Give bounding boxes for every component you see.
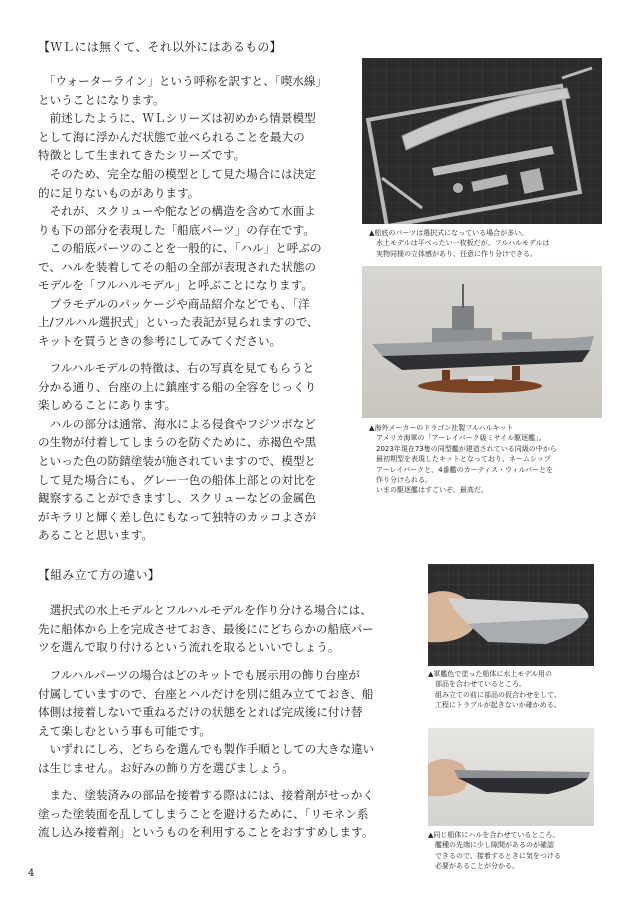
text-line: ということになります。: [38, 92, 165, 107]
section2-paragraph-3: [38, 786, 374, 842]
section1-paragraph-3: [38, 359, 316, 545]
text-line: いずれにしろ、どちらを選んでも製作手順としての大きな違い: [38, 742, 375, 757]
text-line: 必要があることが分かる。: [428, 862, 519, 871]
text-line: りも下の部分を表現した「船底パーツ」の存在です。: [38, 222, 315, 237]
caption-2: [369, 423, 557, 496]
text-line: がキラリと輝く差し色にもなって独特のカッコよさが: [38, 509, 317, 524]
text-line: ▲船底のパーツは選択式になっている場合が多い。: [369, 229, 529, 237]
text-line: 水上モデルは平べったい一枚板だが、フルハルモデルは: [369, 239, 550, 248]
photo-hull-parts-sprue: [362, 58, 602, 224]
text-line: として海に浮かんだ状態で並べられることを最大の: [38, 129, 305, 144]
text-line: フルハルモデルの特徴は、右の写真を見てもらうと: [38, 361, 315, 375]
text-line: この船底パーツのことを一般的に、「ハル」と呼ぶの: [38, 241, 322, 255]
section2-heading: 【組み立て方の違い】: [38, 568, 161, 582]
photo-hull-fullhull-fit: [428, 728, 594, 826]
text-line: 艦種の先端に少し隙間があるのが確認: [428, 841, 554, 850]
text-line: アーレイバークと、4番艦のカーティス・ウィルバーとを: [369, 465, 554, 474]
section1-heading: 【ＷＬには無くて、それ以外にはあるもの】: [38, 40, 282, 54]
text-line: 組み立ての前に部品の仮合わせをして、: [428, 690, 561, 699]
text-line: えて楽しむという事も可能です。: [38, 723, 211, 738]
text-line: 上/フルハル選択式」といった表記が見られますので、: [38, 315, 319, 330]
caption-4: [428, 830, 561, 872]
text-line: それが、スクリューや舵などの構造を含めて水面よ: [38, 204, 316, 219]
text-line: ツを選んで取り付けるという流れを取るといいでしょう。: [38, 640, 340, 655]
text-line: 流し込み接着剤」というものを利用することをおすすめします。: [38, 825, 374, 840]
text-line: キットを買うときの参考にしてみてください。: [38, 333, 282, 348]
text-line: そのため、完全な船の模型として見た場合には決定: [38, 166, 316, 181]
text-line: 作り分けられる。: [369, 475, 432, 484]
text-line: ハルの部分は通常、海水による侵食やフジツボなど: [38, 416, 316, 431]
text-line: して見た場合にも、グレー一色の船体上部との対比を: [38, 472, 317, 487]
text-line: の生物が付着してしまうのを防ぐために、赤褐色や黒: [38, 435, 317, 450]
photo-hull-waterline-fit: [428, 564, 594, 666]
text-line: 特徴として生まれてきたシリーズです。: [38, 148, 246, 163]
text-line: で、ハルを装着してその船の全部が表現された状態の: [38, 259, 317, 274]
text-line: 楽しめることにあります。: [38, 398, 177, 413]
text-line: モデルを「フルハルモデル」と呼ぶことになります。: [38, 278, 313, 293]
text-line: ▲海外メーカーのドラゴン社製フルハルキット: [369, 424, 514, 432]
text-line: 部品を合わせているところ。: [428, 680, 526, 689]
section2-paragraph-2: [38, 666, 374, 778]
text-line: 最初期型を表現したキットとなっており、ネームシップ: [369, 455, 551, 464]
text-line: 的に足りないものがあります。: [38, 185, 200, 200]
text-line: いまの駆逐艦はすごいぞ。最高だ。: [369, 486, 488, 495]
text-line: フルハルパーツの場合はどのキットでも展示用の飾り台座が: [38, 668, 360, 682]
text-line: といった色の防錆塗装が施されていますので、模型と: [38, 453, 317, 468]
text-line: 選択式の水上モデルとフルハルモデルを作り分ける場合には、: [38, 603, 372, 617]
text-line: ▲同じ船体にハルを合わせているところ。: [428, 831, 560, 839]
page-number: 4: [28, 868, 35, 879]
text-line: できるので、接着するときに気をつける: [428, 851, 561, 860]
photo-fullhull-destroyer: [362, 266, 602, 418]
text-line: また、塗装済みの部品を接着する際はには、接着剤がせっかく: [38, 788, 374, 802]
text-line: 実物同様の立体感があり、任意に作り分けできる。: [369, 249, 537, 258]
text-line: 分かる通り、台座の上に鎮座する船の全容をじっくり: [38, 379, 317, 394]
text-line: プラモデルのパッケージや商品紹介などでも、「洋: [38, 296, 310, 311]
text-line: 2023年現在73隻の同型艦が建造されている同級の中から: [369, 444, 557, 453]
section1-paragraph-1: [38, 72, 327, 239]
text-line: 塗った塗装面を乱してしまうことを避けるために、「リモネン系: [38, 806, 369, 821]
caption-1: [369, 228, 550, 259]
section1-paragraph-2: [38, 239, 322, 351]
section2-paragraph-1: [38, 601, 374, 657]
text-line: アメリカ海軍の「アーレイバーク級ミサイル駆逐艦」。: [369, 434, 546, 443]
text-line: 「ウォーターライン」という呼称を訳すと、「喫水線」: [38, 74, 328, 88]
text-line: 前述したように、ＷＬシリーズは初めから情景模型: [38, 111, 316, 126]
text-line: 工程にトラブルが起きないか確かめる。: [428, 701, 561, 710]
text-line: 先に船体から上を完成させておき、最後ににどちらかの船底パー: [38, 621, 374, 636]
caption-3: [428, 669, 561, 711]
text-line: 付属していますので、台座とハルだけを別に組み立てておき、船: [38, 686, 374, 701]
text-line: 体側は接着しないで重ねるだけの状態をとれば完成後に付け替: [38, 705, 363, 720]
text-line: 観察することができますし、スクリューなどの金属色: [38, 491, 316, 506]
text-line: ▲軍艦色で塗った船体に水上モデル用の: [428, 670, 553, 678]
text-line: あることと思います。: [38, 528, 154, 543]
text-line: は生じません。お好みの飾り方を選びましょう。: [38, 760, 294, 775]
